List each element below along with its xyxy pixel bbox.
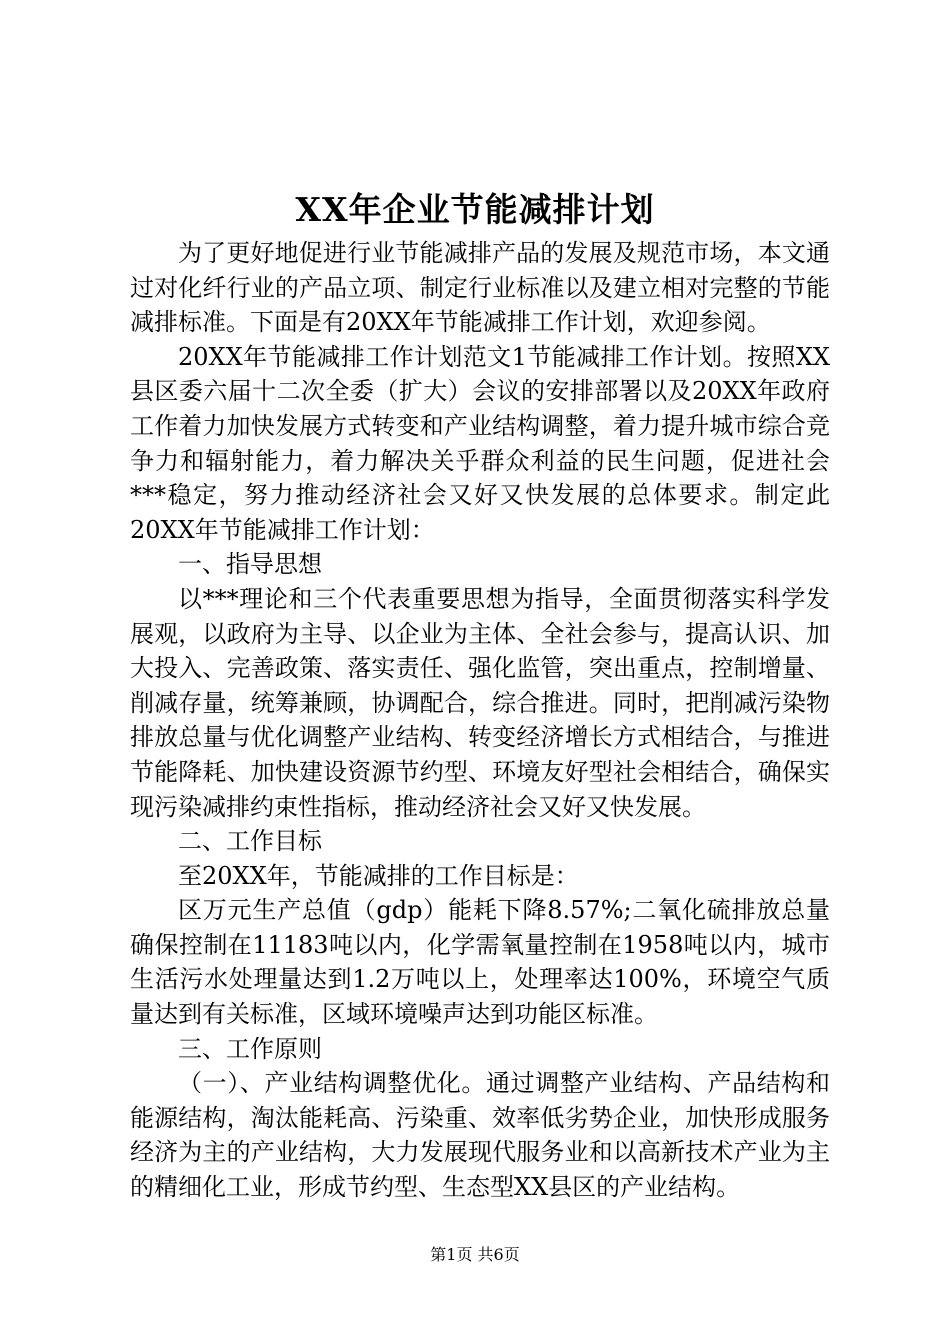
paragraph-principle-1: （一）、产业结构调整优化。通过调整产业结构、产品结构和能源结构，淘汰能耗高、污染重、效率低劣势企业，加快形成服务经济为主的产业结构，大力发展现代服务业和以高新技术产业为主的精细化工业，形成节约型、生态型XX县区的产业结构。 [130,1069,830,1202]
paragraph-intro: 为了更好地促进行业节能减排产品的发展及规范市场，本文通过对化纤行业的产品立项、制定行业标准以及建立相对完整的节能减排标准。下面是有20XX年节能减排工作计划，欢迎参阅。 [130,239,830,337]
paragraph-plan-overview: 20XX年节能减排工作计划范文1节能减排工作计划。按照XX县区委六届十二次全委（扩大）会议的安排部署以及20XX年政府工作着力加快发展方式转变和产业结构调整，着力提升城市综合竞争力和辐射能力，着力解决关乎群众利益的民生问题，促进社会***稳定，努力推动经济社会又好又快发展的总体要求。制定此20XX年节能减排工作计划： [130,342,830,544]
paragraph-guiding-ideology: 以***理论和三个代表重要思想为指导，全面贯彻落实科学发展观，以政府为主导、以企业为主体、全社会参与，提高认识、加大投入、完善政策、落实责任、强化监管，突出重点，控制增量、削减存量，统筹兼顾，协调配合，综合推进。同时，把削减污染物排放总量与优化调整产业结构、转变经济增长方式相结合，与推进节能降耗、加快建设资源节约型、环境友好型社会相结合，确保实现污染减排约束性指标，推动经济社会又好又快发展。 [130,584,830,821]
section-heading-guiding-ideology: 一、指导思想 [178,550,322,579]
paragraph-goals-intro: 至20XX年，节能减排的工作目标是： [178,861,579,890]
section-heading-work-goals: 二、工作目标 [178,827,322,856]
document-body [130,236,830,1205]
section-heading-work-principles: 三、工作原则 [178,1034,322,1063]
document-title: XX年企业节能减排计划 [295,190,655,229]
page-footer: 第1页 共6页 [430,1245,520,1264]
paragraph-goals-detail: 区万元生产总值（gdp）能耗下降8.57%;二氧化硫排放总量确保控制在11183吨以内，化学需氧量控制在1958吨以内，城市生活污水处理量达到1.2万吨以上，处理率达100%，环境空气质量达到有关标准，区域环境噪声达到功能区标准。 [130,896,830,1029]
